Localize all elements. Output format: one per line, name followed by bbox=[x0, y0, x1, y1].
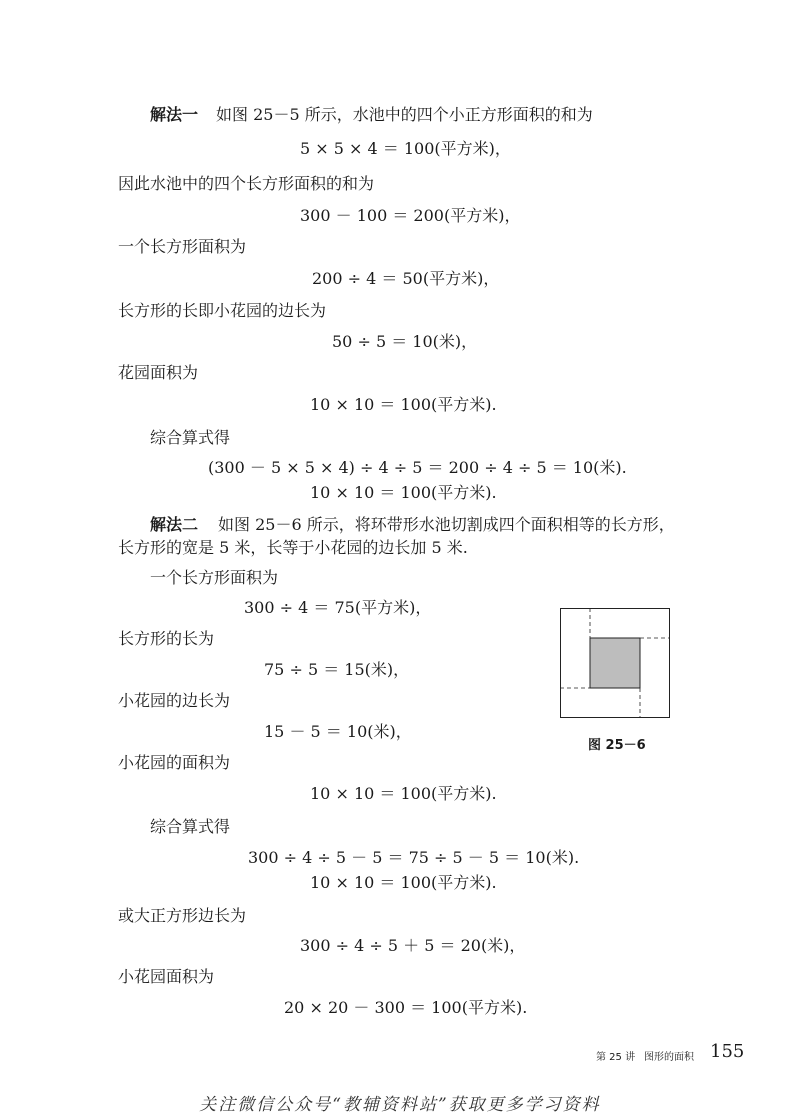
method1-line5: 花园面积为 bbox=[118, 363, 199, 382]
method2-intro: 如图 25－6 所示，将环带形水池切割成四个面积相等的长方形， bbox=[218, 515, 675, 534]
method2-eq3: 15 － 5 ＝ 10(米)， bbox=[264, 722, 412, 741]
method1-combined-eq1: (300 － 5 × 5 × 4) ÷ 4 ÷ 5 ＝ 200 ÷ 4 ÷ 5 ＝ 10(米). bbox=[208, 458, 627, 477]
page-number: 155 bbox=[710, 1041, 745, 1062]
method1-eq4: 50 ÷ 5 ＝ 10(米)， bbox=[332, 332, 478, 351]
method2-eq4: 10 × 10 ＝ 100(平方米). bbox=[310, 784, 497, 803]
garden-square bbox=[590, 638, 640, 688]
method1-intro: 如图 25－5 所示，水池中的四个小正方形面积的和为 bbox=[216, 105, 593, 124]
method1-line4: 长方形的长即小花园的边长为 bbox=[118, 301, 327, 320]
figure-caption: 图 25－6 bbox=[588, 738, 646, 753]
method2-line3: 小花园的边长为 bbox=[118, 691, 231, 710]
method1-label: 解法一 bbox=[150, 105, 199, 124]
method2-line6: 小花园面积为 bbox=[118, 967, 215, 986]
method2-combined-eq2: 10 × 10 ＝ 100(平方米). bbox=[310, 873, 497, 892]
method1-combined-eq2: 10 × 10 ＝ 100(平方米). bbox=[310, 483, 497, 502]
method2-eq1: 300 ÷ 4 ＝ 75(平方米)， bbox=[244, 598, 432, 617]
method2-label: 解法二 bbox=[150, 515, 199, 534]
footer-lecture: 第 25 讲 bbox=[596, 1052, 636, 1063]
method2-eq6: 20 × 20 － 300 ＝ 100(平方米). bbox=[284, 998, 528, 1017]
method1-line3: 一个长方形面积为 bbox=[118, 237, 247, 256]
watermark-text: 关注微信公众号“教辅资料站”获取更多学习资料 bbox=[199, 1095, 601, 1115]
method2-eq2: 75 ÷ 5 ＝ 15(米)， bbox=[264, 660, 410, 679]
method2-line4: 小花园的面积为 bbox=[118, 753, 231, 772]
method1-line2: 因此水池中的四个长方形面积的和为 bbox=[118, 174, 375, 193]
method1-eq3: 200 ÷ 4 ＝ 50(平方米)， bbox=[312, 269, 500, 288]
method1-combined-label: 综合算式得 bbox=[150, 428, 231, 447]
method2-eq5: 300 ÷ 4 ÷ 5 ＋ 5 ＝ 20(米)， bbox=[300, 936, 526, 955]
figure-25-6-diagram bbox=[560, 608, 670, 718]
method1-eq5: 10 × 10 ＝ 100(平方米). bbox=[310, 395, 497, 414]
method2-intro-cont: 长方形的宽是 5 米，长等于小花园的边长加 5 米. bbox=[118, 538, 468, 557]
method2-combined-label: 综合算式得 bbox=[150, 817, 231, 836]
method2-line2: 长方形的长为 bbox=[118, 629, 215, 648]
method1-eq1: 5 × 5 × 4 ＝ 100(平方米)， bbox=[300, 139, 511, 158]
footer-chapter: 图形的面积 bbox=[644, 1052, 694, 1063]
method2-combined-eq1: 300 ÷ 4 ÷ 5 － 5 ＝ 75 ÷ 5 － 5 ＝ 10(米). bbox=[248, 848, 580, 867]
method2-line1: 一个长方形面积为 bbox=[150, 568, 279, 587]
method2-line5: 或大正方形边长为 bbox=[118, 906, 247, 925]
method1-eq2: 300 － 100 ＝ 200(平方米)， bbox=[300, 206, 521, 225]
